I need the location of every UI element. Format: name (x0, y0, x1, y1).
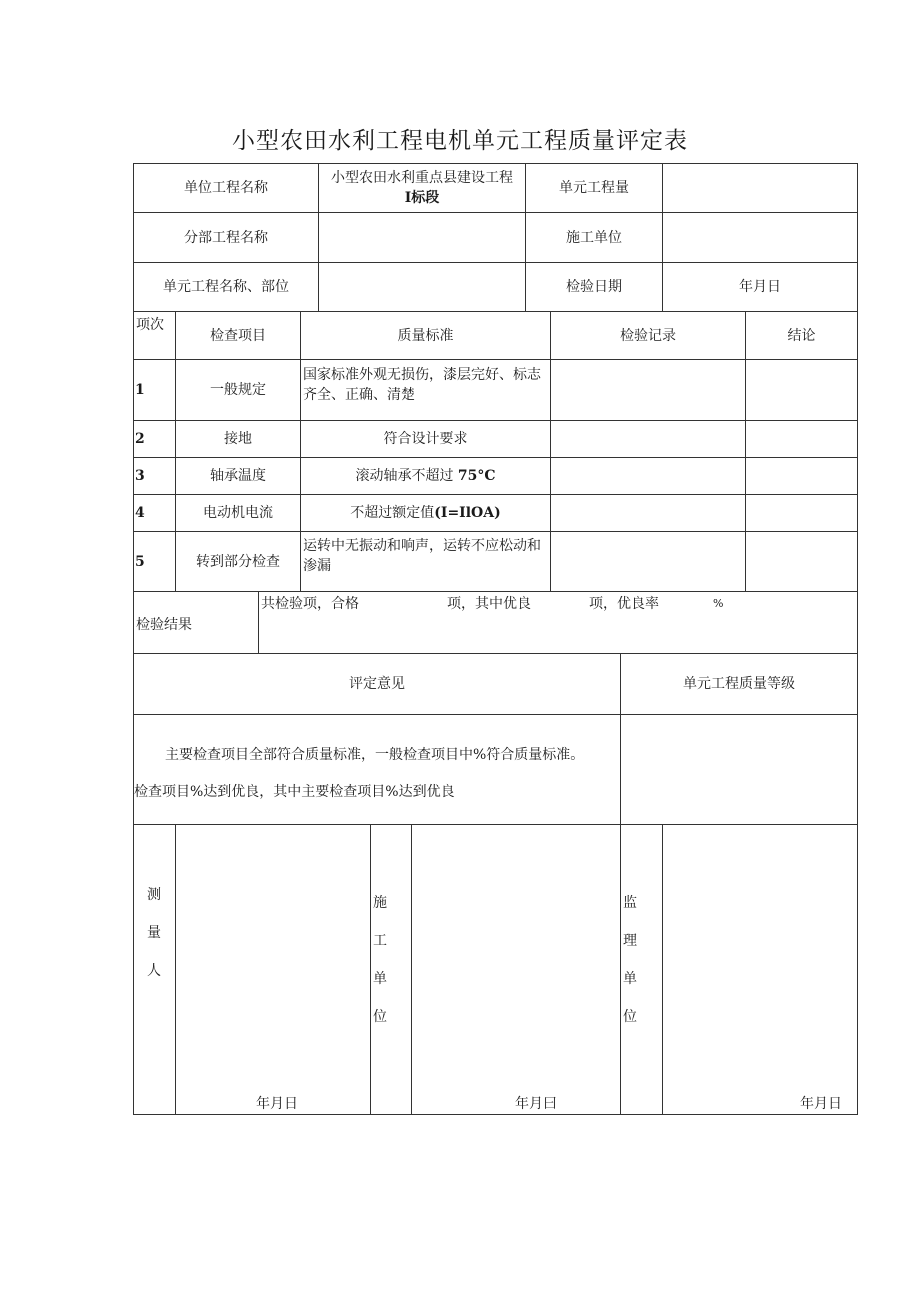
supervisor-label (620, 884, 640, 1036)
inspection-date-value[interactable]: 年月日 (739, 279, 781, 295)
col-header-index: 项次 (136, 317, 164, 333)
row-1-no: 1 (135, 382, 145, 398)
contractor-char-1: 施 (373, 895, 387, 911)
row-2-record[interactable] (551, 421, 745, 457)
row-2-standard: 符合设计要求 (383, 431, 468, 447)
row-5-item: 转到部分检查 (196, 553, 280, 570)
row-1-record[interactable] (551, 360, 745, 420)
result-text-c: 项，优良率 (589, 596, 659, 612)
sub-project-name-value[interactable] (319, 213, 525, 262)
row-3-standard-text: 滚动轴承不超过 (355, 468, 454, 484)
row-5-no: 5 (135, 553, 145, 570)
row-4-item: 电动机电流 (203, 505, 273, 521)
row-5-standard: 运转中无振动和响声，运转不应松动和渗漏 (303, 538, 541, 574)
contractor-char-4: 位 (373, 1009, 387, 1025)
unit-name-location-label: 单元工程名称、部位 (163, 279, 289, 295)
surveyor-date: 年月日 (256, 1096, 298, 1112)
contractor-char-3: 单 (373, 971, 387, 987)
row-5-conclusion[interactable] (746, 532, 857, 591)
row-4-no: 4 (135, 505, 145, 521)
page-title: 小型农田水利工程电机单元工程质量评定表 (232, 128, 688, 154)
col-header-record: 检验记录 (620, 327, 676, 344)
row-3-conclusion[interactable] (746, 458, 857, 494)
row-3-no: 3 (135, 468, 145, 484)
construction-unit-value[interactable] (663, 213, 857, 262)
surveyor-char-3: 人 (147, 963, 161, 979)
row-4-record[interactable] (551, 495, 745, 531)
result-text-b: 项，其中优良 (447, 596, 531, 612)
supervisor-char-1: 监 (623, 895, 637, 911)
row-3-record[interactable] (551, 458, 745, 494)
row-1-standard: 国家标准外观无损伤，漆层完好、标志齐全、正确、清楚 (303, 367, 541, 403)
unit-quantity-label: 单元工程量 (559, 180, 629, 196)
unit-project-name-value[interactable] (319, 164, 525, 212)
row-3-item: 轴承温度 (210, 468, 266, 484)
row-2-item: 接地 (224, 431, 252, 447)
col-header-item: 检查项目 (210, 327, 266, 344)
contractor-char-2: 工 (373, 933, 387, 949)
row-5-record[interactable] (551, 532, 745, 591)
row-4-standard-text: 不超过额定值 (350, 505, 435, 521)
contractor-label (370, 884, 390, 1036)
row-2-no: 2 (135, 431, 145, 447)
unit-name-location-value[interactable] (319, 263, 525, 311)
col-header-standard: 质量标准 (397, 327, 454, 344)
row-1-conclusion[interactable] (746, 360, 857, 420)
row-4-standard (301, 495, 550, 531)
supervisor-date: 年月日 (800, 1096, 842, 1112)
unit-project-name-value-line2: I标段 (404, 190, 440, 206)
unit-quantity-value[interactable] (663, 164, 857, 212)
result-label: 检验结果 (136, 617, 192, 633)
row-1-item: 一般规定 (210, 382, 266, 398)
grade-value[interactable] (621, 715, 857, 824)
result-text-d: % (713, 597, 724, 610)
sub-project-name-label: 分部工程名称 (184, 229, 268, 246)
surveyor-char-1: 测 (147, 887, 161, 903)
supervisor-char-4: 位 (623, 1009, 637, 1025)
row-4-standard-value: (I=IlOA) (434, 505, 501, 521)
surveyor-char-2: 量 (147, 925, 161, 941)
unit-project-name-value-line1: 小型农田水利重点县建设工程 (331, 170, 513, 186)
opinion-line-2: 检查项目%达到优良，其中主要检查项目%达到优良 (134, 784, 455, 800)
result-text-a: 共检验项，合格 (261, 596, 359, 612)
row-2-conclusion[interactable] (746, 421, 857, 457)
supervisor-char-3: 单 (623, 971, 637, 987)
unit-project-name-label: 单位工程名称 (184, 180, 268, 196)
surveyor-label (144, 876, 164, 990)
opinion-label: 评定意见 (349, 676, 405, 692)
construction-unit-label: 施工单位 (566, 229, 622, 246)
inspection-date-label: 检验日期 (566, 279, 622, 295)
supervisor-char-2: 理 (623, 933, 637, 949)
supervisor-signature[interactable] (663, 825, 857, 1114)
result-summary[interactable] (259, 594, 857, 614)
row-3-standard (301, 458, 550, 494)
surveyor-signature[interactable] (176, 825, 370, 1114)
col-header-conclusion: 结论 (787, 327, 816, 344)
contractor-signature[interactable] (412, 825, 620, 1114)
row-4-conclusion[interactable] (746, 495, 857, 531)
contractor-date: 年月曰 (515, 1096, 557, 1112)
row-3-standard-value: 75°C (457, 468, 496, 484)
opinion-line-1: 主要检查项目全部符合质量标准，一般检查项目中%符合质量标准。 (165, 747, 585, 763)
grade-label: 单元工程质量等级 (683, 676, 795, 692)
